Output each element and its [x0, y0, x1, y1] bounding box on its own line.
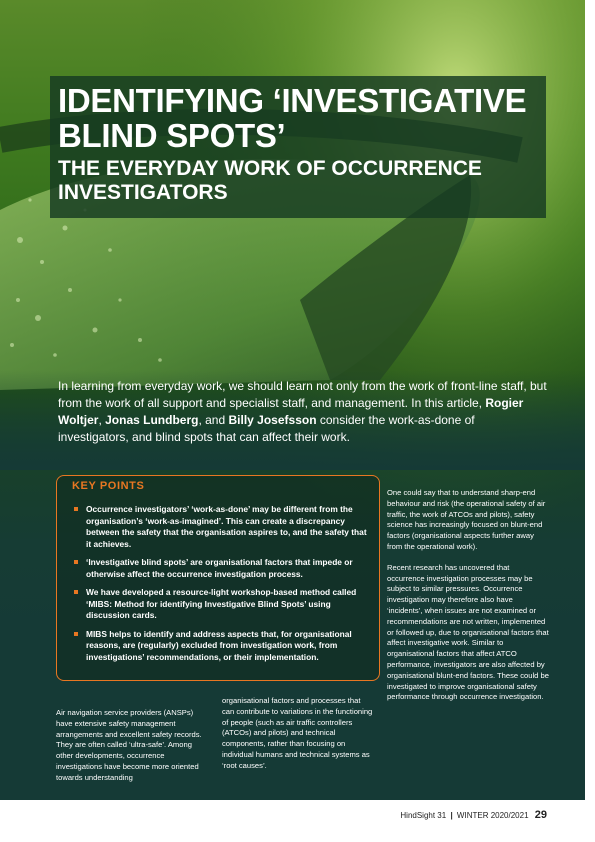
article-subtitle: THE EVERYDAY WORK OF OCCURRENCE INVESTIGATORS	[58, 157, 482, 204]
square-bullet-icon	[74, 632, 78, 636]
intro-text-after: consider the work-as-done of investigators, and blind spots that can affect their work.	[58, 413, 475, 444]
key-point-text: ‘Investigative blind spots’ are organisational factors that impede or otherwise affect the occurrence investigation process.	[86, 557, 353, 579]
author-name: Jonas Lundberg	[105, 413, 199, 427]
issue-label: WINTER 2020/2021	[456, 811, 529, 820]
body-paragraph: Recent research has uncovered that occurrence investigation processes may be subject to similar pressures. Occurrence investigation may therefore also have ‘incidents’, when issues are not examined or recommendations are not written, implemented or followed up, due to organisational factors that affect investigative work. Similar to organisational factors that affect ATCO performance, investigators are also affected by organisational blunt-end factors. These could be investigated to improve organisational safety performance through occurrence investigation.	[387, 562, 549, 702]
article-title: IDENTIFYING ‘INVESTIGATIVE BLIND SPOTS’	[58, 82, 527, 154]
key-point-item	[74, 557, 370, 580]
square-bullet-icon	[74, 507, 78, 511]
key-point-item	[74, 629, 370, 664]
body-paragraph: One could say that to understand sharp-end behaviour and risk (the operational safety of air traffic, the work of ATCOs and pilots), safety science has increasingly focused on blunt-end factors (organisational aspects further away from the operational work).	[387, 488, 546, 551]
footer-separator: |	[450, 811, 453, 820]
body-column-middle	[222, 696, 374, 782]
intro-separator: , and	[198, 413, 229, 427]
body-paragraph: Air navigation service providers (ANSPs) have extensive safety management arrangements and excellent safety records. They are often called ‘ultra-safe’. Among other developments, occurrence investigations have become more oriented towards understanding	[56, 708, 202, 782]
body-paragraph: organisational factors and processes that can contribute to variations in the functioning of people (such as air traffic controllers (ATCOs) and pilots) and technical components, rather than focusing on individual humans and technical systems as ‘root causes’.	[222, 696, 373, 770]
body-column-left	[56, 708, 208, 794]
intro-paragraph	[58, 378, 548, 446]
author-name: Billy Josefsson	[228, 413, 317, 427]
square-bullet-icon	[74, 590, 78, 594]
author-name: Rogier Woltjer	[58, 396, 524, 427]
publication-name: HindSight 31	[400, 811, 447, 820]
key-point-text: We have developed a resource-light workshop-based method called ‘MIBS: Method for identifying Investigative Blind Spots’ using discussion cards.	[86, 587, 357, 620]
key-points-heading: KEY POINTS	[72, 480, 145, 492]
key-points-list	[74, 504, 370, 670]
intro-separator: ,	[98, 413, 106, 427]
body-column-right	[387, 488, 549, 713]
key-point-text: MIBS helps to identify and address aspects that, for organisational reasons, are (regularly) excluded from investigation work, from investigations’ recommendations, or their implementation.	[86, 628, 352, 662]
square-bullet-icon	[74, 560, 78, 564]
key-point-text: Occurrence investigators’ ‘work-as-done’ may be different from the organisation’s ‘work-as-imagined’. This can create a discrepancy between the safety that the organisation aspires to, and the safety that it achieves.	[86, 504, 367, 549]
page-footer	[400, 809, 547, 821]
page-number: 29	[534, 809, 547, 821]
key-point-item	[74, 504, 370, 550]
intro-text-before: In learning from everyday work, we should learn not only from the work of front-line staff, but from the work of all support and specialist staff, and management. In this article,	[58, 379, 547, 410]
key-point-item	[74, 587, 370, 622]
